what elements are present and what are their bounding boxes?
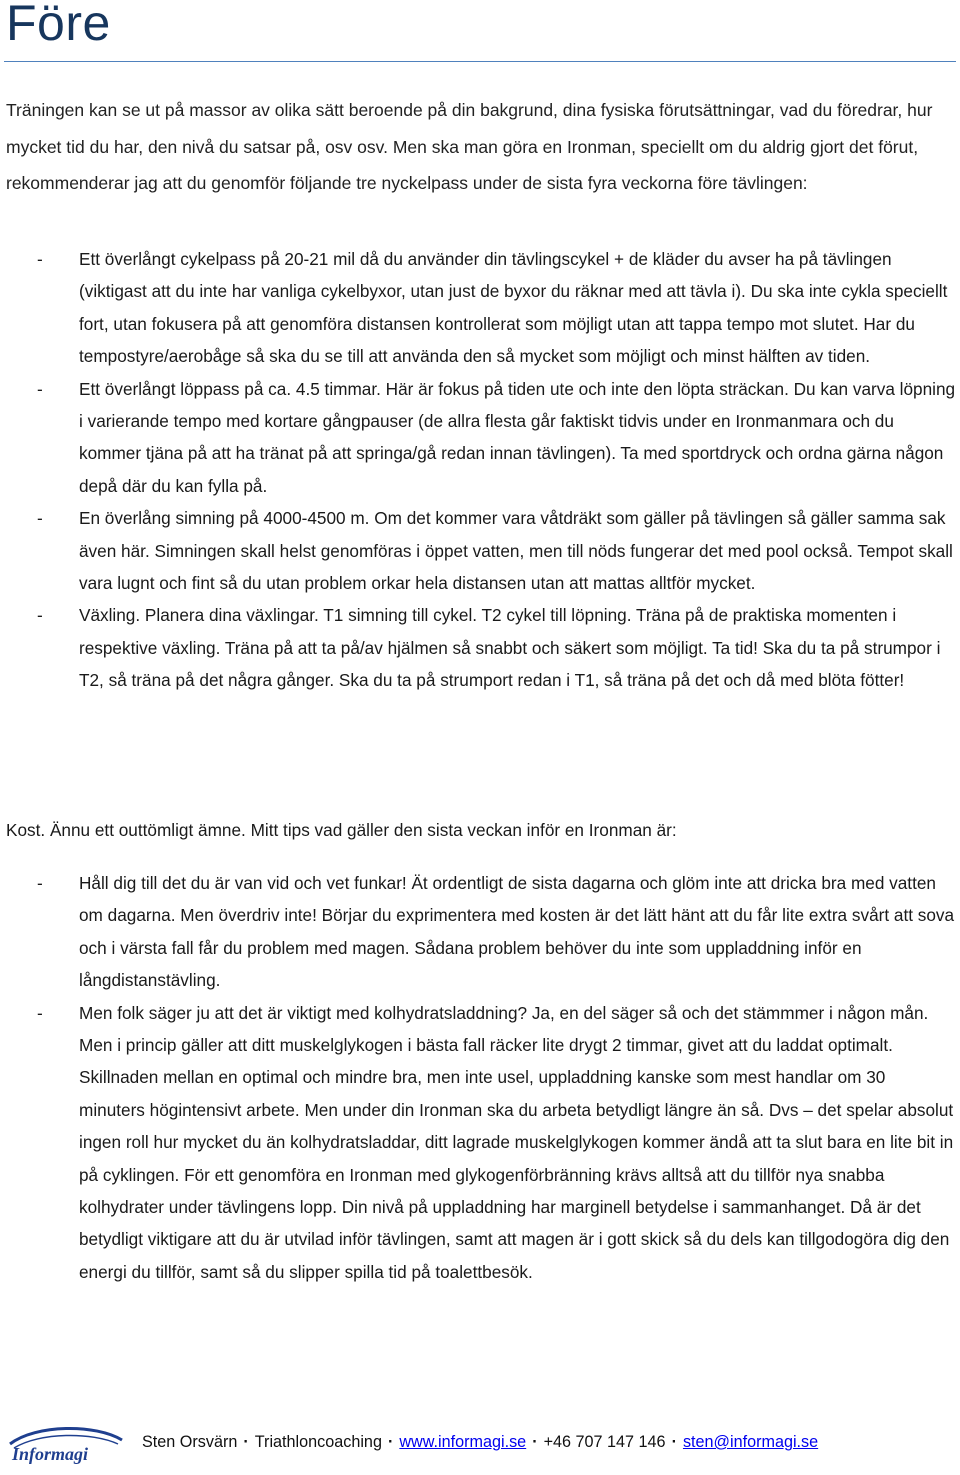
list-item-text: Men folk säger ju att det är viktigt med kolhydratsladdning? Ja, en del säger så och det stämmmer i någon mån. Men i princip gäller att ditt muskelglykogen i bästa fall räcker lite drygt 2 timmar, givet att du laddat optimalt. Skillnaden mellan en optimal och mindre bra, men inte usel, uppladdning kanske som mest handlar om 30 minuters högintensivt arbete. Men under din Ironman ska du arbeta betydligt längre än så. Dvs – det spelar absolut ingen roll hur mycket du än kolhydratsladdar, ditt lagrade muskelglykogen kommer ändå att ta slut bara en lite bit in på cyklingen. För ett genomföra en Ironman med glykogenförbränning krävs alltså att du tillför nya snabba kolhydrater under tävlingens lopp. Din nivå på uppladdning har marginell betydelse i sammanhanget. Då är det betydligt viktigare att du är utvilad inför tävlingen, samt att magen är i gott skick så du dels kan tillgodogöra dig den energi du tillför, samt så du slipper spilla tid på toalettbesök. bbox=[79, 1002, 954, 1282]
list-item bbox=[0, 997, 960, 1289]
nutrition-list bbox=[0, 867, 960, 1288]
list-dash: - bbox=[37, 249, 43, 269]
page-title: Före bbox=[6, 0, 111, 51]
list-item bbox=[0, 599, 960, 696]
footer-separator: · bbox=[243, 1433, 249, 1451]
footer-contact bbox=[142, 1433, 818, 1452]
informagi-logo bbox=[6, 1422, 126, 1466]
list-item bbox=[0, 373, 960, 503]
list-dash: - bbox=[37, 873, 43, 893]
list-item-text: Ett överlångt löppass på ca. 4.5 timmar. Här är fokus på tiden ute och inte den löpta sträckan. Du kan varva löpning i varierande tempo med kortare gångpauser (de allra flesta går faktiskt tidvis under en Ironmanmara och du kommer tjäna på att ha tränat på att springa/gå redan innan tävlingen). Ta med sportdryck och ordna gärna någon depå där du kan fylla på. bbox=[79, 378, 956, 496]
list-item-text: En överlång simning på 4000-4500 m. Om det kommer vara våtdräkt som gäller på tävlingen så gäller samma sak även här. Simningen skall helst genomföras i öppet vatten, men till nöds fungerar det med pool också. Tempot skall vara lugnt och fint så du utan problem orkar hela distansen utan att mattas alltför mycket. bbox=[79, 508, 953, 594]
intro-paragraph: Träningen kan se ut på massor av olika sätt beroende på din bakgrund, dina fysiska förutsättningar, vad du föredrar, hur mycket tid du har, den nivå du satsar på, osv osv. Men ska man göra en Ironman, speciellt om du aldrig gjort det förut, rekommenderar jag att du genomför följande tre nyckelpass under de sista fyra veckorna före tävlingen: bbox=[6, 100, 933, 194]
footer-separator: · bbox=[532, 1433, 538, 1451]
email-link[interactable]: sten@informagi.se bbox=[682, 1433, 819, 1451]
list-dash: - bbox=[37, 378, 43, 399]
logo-text: Informagi bbox=[12, 1444, 89, 1464]
footer-name: Sten Orsvärn bbox=[142, 1433, 238, 1451]
list-item-text: Växling. Planera dina växlingar. T1 simning till cykel. T2 cykel till löpning. Träna på de praktiska momenten i respektive växling. Träna på att ta på/av hjälmen så snabbt och säkert som möjligt. Ta tid! Ska du ta på strumpor i T2, så träna på det några gånger. Ska du ta på strumport redan i T1, så träna på det och då med blöta fötter! bbox=[79, 605, 941, 691]
footer-separator: · bbox=[387, 1433, 394, 1451]
footer-company: Triathloncoaching bbox=[254, 1433, 382, 1451]
list-dash: - bbox=[37, 1002, 43, 1023]
footer-phone: +46 707 147 146 bbox=[543, 1433, 666, 1451]
list-item bbox=[0, 502, 960, 599]
list-item-text: Håll dig till det du är van vid och vet funkar! Ät ordentligt de sista dagarna och glöm inte att dricka bra med vatten om dagarna. Men överdriv inte! Börjar du exprimentera med kosten är det lätt hänt att du får lite extra svårt att sova och i värsta fall får du problem med magen. Sådana problem behöver du inte som uppladdning inför en långdistanstävling. bbox=[79, 873, 955, 991]
footer-separator: · bbox=[671, 1433, 677, 1451]
list-item bbox=[0, 243, 960, 373]
title-underline bbox=[4, 61, 956, 62]
list-item-text: Ett överlångt cykelpass på 20-21 mil då du använder din tävlingscykel + de kläder du avser ha på tävlingen (viktigast att du inte har vanliga cykelbyxor, utan just de byxor du räknar med att tävla i). Du ska inte cykla speciellt fort, utan fokusera på att genomföra distansen kontrollerat som möjligt utan att tappa tempo mot slutet. Har du tempostyre/aerobåge så ska du se till att använda den så mycket som möjligt och minst hälften av tiden. bbox=[79, 249, 948, 367]
list-dash: - bbox=[37, 508, 43, 529]
kost-paragraph: Kost. Ännu ett outtömligt ämne. Mitt tips vad gäller den sista veckan inför en Ironman är: bbox=[6, 820, 677, 840]
page-footer bbox=[0, 1418, 960, 1468]
training-list bbox=[0, 243, 960, 697]
list-item bbox=[0, 867, 960, 997]
list-dash: - bbox=[37, 605, 43, 626]
website-link[interactable]: www.informagi.se bbox=[399, 1433, 527, 1451]
